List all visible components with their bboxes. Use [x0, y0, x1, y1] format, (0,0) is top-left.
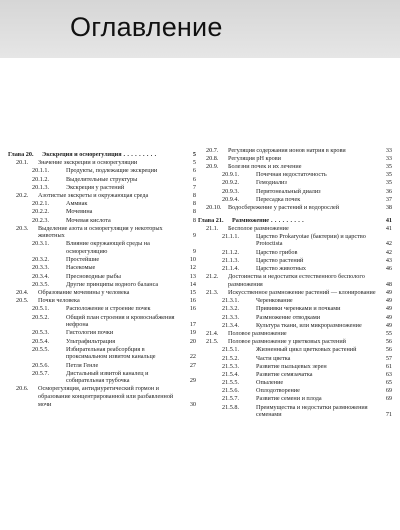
toc-entry [8, 240, 196, 255]
toc-entry-number: 21.1.3. [222, 256, 240, 264]
toc-entry-title: Петля Генле [66, 361, 99, 369]
toc-entry [8, 329, 196, 337]
toc-entry [198, 273, 392, 288]
toc-entry-page: 17 [189, 321, 196, 329]
toc-entry-title: Гемодиализ [256, 179, 287, 187]
toc-entry-title: Мочевина [66, 208, 93, 216]
toc-entry-number: 20.5.3. [32, 329, 50, 337]
toc-entry-title: Перитонеальный диализ [256, 187, 321, 195]
toc-entry-title: Выделительные структуры [66, 175, 138, 183]
toc-entry-page: 38 [385, 203, 392, 211]
toc-entry [198, 225, 392, 233]
toc-entry-number: 21.3.2. [222, 305, 240, 313]
toc-entry-title: Царство грибов [256, 248, 298, 256]
toc-entry [198, 346, 392, 354]
toc-entry-number: 20.5.1. [32, 305, 50, 313]
toc-entry-title: Пересадка почек [256, 195, 301, 203]
toc-entry-number: 20.4. [16, 289, 29, 296]
toc-entry-title: Размножение . . . [232, 217, 378, 225]
toc-entry-page: 48 [385, 280, 392, 288]
toc-entry-page: 8 [192, 216, 196, 224]
toc-entry-title: Экскреция у растений [66, 183, 125, 191]
toc-entry-title: Культура ткани, или микроразмножение [256, 321, 362, 329]
toc-entry [198, 297, 392, 305]
toc-entry-number: 20.5.4. [32, 337, 50, 345]
toc-entry-title: Влияние окружающей среды на осморегуляцию [66, 240, 150, 256]
toc-entry-page: 35 [385, 179, 392, 187]
toc-entry [8, 338, 196, 346]
toc-entry-page: 7 [192, 183, 196, 191]
toc-entry-number: Глава 21. [198, 216, 224, 224]
toc-entry [198, 196, 392, 204]
toc-entry-number: 20.2.2. [32, 208, 50, 216]
toc-entry [198, 265, 392, 273]
toc-entry-number: 20.5.6. [32, 361, 50, 369]
toc-entry [198, 387, 392, 395]
toc-entry-title: Царство животных [256, 265, 307, 273]
toc-entry-number: 21.5.1. [222, 346, 240, 354]
toc-entry-page: 19 [189, 329, 196, 337]
toc-right-column [198, 146, 392, 419]
toc-entry [8, 281, 196, 289]
toc-entry-page: 33 [385, 154, 392, 162]
toc-entry-number: 21.1.4. [222, 265, 240, 273]
toc-entry-number: 21.3. [206, 289, 219, 296]
toc-entry-number: 21.3.4. [222, 321, 240, 329]
toc-entry-number: 20.3.1. [32, 240, 50, 248]
toc-entry-number: 20.1. [16, 159, 29, 167]
toc-entry-title: Регуляция содержания ионов натрия в крови [228, 146, 346, 154]
toc-entry-number: 20.2.1. [32, 200, 50, 208]
toc-entry [8, 192, 196, 200]
toc-entry-title: Расположение и строение почек [66, 305, 151, 313]
toc-entry-title: Половое размножение [228, 329, 287, 337]
toc-entry-number: 21.5. [206, 338, 219, 346]
toc-entry-title: Опыление [256, 379, 284, 387]
toc-entry [8, 264, 196, 272]
toc-entry-title: Экскреция и осморегуляция . . . [42, 151, 182, 159]
toc-entry-title: Водосбережение у растений и водорослей [228, 203, 340, 211]
toc-entry [198, 249, 392, 257]
toc-entry [198, 314, 392, 322]
toc-entry-title: Гистология почки [66, 329, 114, 337]
toc-entry-title: Развитие пыльцевых зерен [256, 362, 327, 370]
toc-entry-page: 41 [385, 224, 392, 232]
toc-entry-number: 20.9. [206, 162, 219, 170]
toc-entry-page: 8 [192, 200, 196, 208]
toc-entry [198, 379, 392, 387]
toc-entry-number: 20.10. [206, 203, 222, 211]
toc-entry-title: Значение экскреции и осморегуляции [38, 159, 138, 167]
toc-entry-page: 49 [385, 321, 392, 329]
toc-entry-number: 21.5.2. [222, 354, 240, 362]
toc-entry [8, 314, 196, 329]
toc-entry-title: Осморегуляция, антидиуретический гормон и образование концентрированной или разбавленной мочи [38, 385, 174, 408]
toc-entry [198, 233, 392, 248]
toc-entry-number: 20.5.5. [32, 345, 50, 353]
toc-entry-page: 20 [189, 337, 196, 345]
toc-entry [198, 355, 392, 363]
toc-entry-title: Прививки черенками и почками [256, 305, 341, 313]
toc-entry-page: 69 [385, 387, 392, 395]
toc-entry [8, 305, 196, 313]
toc-entry-page: 6 [192, 167, 196, 175]
toc-entry-page: 65 [385, 379, 392, 387]
toc-entry-page: 8 [192, 191, 196, 199]
toc-entry-number: 20.3.5. [32, 280, 50, 288]
page-title: Оглавление [70, 12, 223, 42]
toc-entry-title: Пресноводные рыбы [66, 272, 121, 280]
toc-entry-number: 20.6. [16, 385, 29, 393]
toc-entry-number: 20.3.2. [32, 256, 50, 264]
toc-entry-number: 21.3.1. [222, 297, 240, 305]
toc-entry [8, 297, 196, 305]
toc-entry [8, 370, 196, 385]
toc-entry-number: 20.1.2. [32, 175, 50, 183]
toc-entry-title: Выделение азота и осморегуляция у некоторых животных [38, 224, 163, 240]
toc-left-column [8, 146, 196, 408]
toc-entry-page: 49 [385, 313, 392, 321]
toc-entry-title: Насекомые [66, 264, 96, 272]
toc-entry-number: 21.5.4. [222, 370, 240, 378]
toc-entry [8, 167, 196, 175]
toc-entry-page: 42 [385, 240, 392, 248]
toc-entry-number: 21.5.8. [222, 403, 240, 411]
toc-entry-page: 8 [192, 208, 196, 216]
toc-entry [198, 163, 392, 171]
toc-entry-title: Азотистые экскреты и окружающая среда [38, 191, 149, 199]
toc-entry [8, 225, 196, 240]
toc-entry-number: 20.3.3. [32, 264, 50, 272]
toc-entry-page: 61 [385, 362, 392, 370]
toc-entry-title: Царство Prokaryotae (бактерии) и царство Protoctista [256, 232, 366, 248]
toc-entry-title: Черенкование [256, 297, 293, 305]
toc-entry-page: 33 [385, 146, 392, 154]
toc-entry [8, 362, 196, 370]
toc-entry-page: 35 [385, 171, 392, 179]
toc-entry-page: 36 [385, 187, 392, 195]
toc-entry-page: 56 [385, 338, 392, 346]
toc-entry-title: Части цветка [256, 354, 291, 362]
toc-entry [8, 289, 196, 297]
toc-entry-page: 46 [385, 265, 392, 273]
toc-entry-title: Царство растений [256, 256, 304, 264]
toc-entry-page: 29 [189, 377, 196, 385]
toc-entry-title: Почечная недостаточность [256, 171, 327, 179]
toc-entry-page: 5 [192, 151, 196, 158]
toc-entry [198, 371, 392, 379]
toc-entry-title: Общий план строения и кровоснабжения нефрона [66, 313, 175, 329]
toc-entry-number: 20.3.4. [32, 272, 50, 280]
toc-entry [198, 179, 392, 187]
toc-entry [8, 256, 196, 264]
toc-entry-page: 13 [189, 272, 196, 280]
toc-entry-number: 21.5.7. [222, 395, 240, 403]
toc-entry [8, 200, 196, 208]
toc-entry [8, 159, 196, 167]
toc-entry-page: 42 [385, 248, 392, 256]
toc-entry-number: 21.4. [206, 329, 219, 337]
toc-entry-page: 12 [189, 264, 196, 272]
toc-entry-title: Бесполое размножение [228, 224, 289, 232]
toc-entry [8, 176, 196, 184]
toc-entry-page: 14 [189, 280, 196, 288]
toc-entry-title: Достоинства и недостатки естественного бесполого размножения [228, 273, 365, 288]
toc-entry-number: 21.1. [206, 224, 219, 232]
toc-entry-page: 16 [189, 297, 196, 305]
toc-entry [198, 204, 392, 212]
toc-entry [198, 257, 392, 265]
toc-entry-number: 20.5.2. [32, 313, 50, 321]
toc-entry [198, 404, 392, 419]
toc-entry-page: 10 [189, 256, 196, 264]
toc-entry-page: 71 [385, 411, 392, 419]
toc-entry-number: 21.5.6. [222, 387, 240, 395]
toc-entry-page: 49 [385, 297, 392, 305]
toc-entry [8, 385, 196, 408]
toc-entry-number: 21.2. [206, 273, 219, 281]
toc-entry-title: Продукты, подлежащие экскреции [66, 167, 158, 175]
toc-entry [198, 188, 392, 196]
toc-entry-number: 20.8. [206, 154, 219, 162]
toc-entry-page: 9 [192, 248, 196, 256]
toc-entry-page: 49 [385, 289, 392, 296]
toc-entry-title: Жизненный цикл цветковых растений [256, 346, 357, 354]
toc-entry-title: Мочевая кислота [66, 216, 111, 224]
toc-entry-number: 20.9.4. [222, 195, 240, 203]
toc-entry-page: 22 [189, 353, 196, 361]
toc-entry-page: 69 [385, 395, 392, 403]
toc-entry-title: Другие принципы водного баланса [66, 280, 159, 288]
toc-entry-title: Простейшие [66, 256, 100, 264]
toc-entry-number: 20.3. [16, 224, 29, 232]
toc-entry-page: 27 [189, 361, 196, 369]
toc-entry-page: 9 [192, 232, 196, 240]
toc-entry [198, 289, 392, 297]
toc-entry [198, 395, 392, 403]
toc-entry-title: Развитие семязачатка [256, 370, 313, 378]
toc-entry-page: 57 [385, 354, 392, 362]
toc-entry-number: 21.5.3. [222, 362, 240, 370]
toc-chapter-entry [198, 217, 392, 225]
toc-entry-title: Болезни почек и их лечение [228, 162, 302, 170]
toc-entry-title: Размножение отводками [256, 313, 321, 321]
toc-entry [198, 363, 392, 371]
toc-entry-title: Преимущества и недостатки размножения семенами [256, 403, 368, 419]
toc-entry-number: Глава 20. [8, 151, 34, 158]
toc-entry-title: Регуляция pH крови [228, 154, 281, 162]
toc-entry-number: 20.2.3. [32, 216, 50, 224]
toc-entry-page: 56 [385, 346, 392, 354]
toc-entry [198, 338, 392, 346]
toc-entry-number: 20.2. [16, 191, 29, 199]
toc-entry-title: Аммиак [66, 200, 88, 208]
toc-entry-title: Почки человека [38, 297, 80, 305]
toc-entry [198, 322, 392, 330]
toc-entry-title: Избирательная реабсорбция в проксимальном извитом канальце [66, 345, 156, 361]
toc-entry-page: 37 [385, 195, 392, 203]
toc-entry [8, 208, 196, 216]
toc-entry [198, 305, 392, 313]
toc-entry [198, 330, 392, 338]
toc-entry-page: 63 [385, 370, 392, 378]
toc-entry [198, 147, 392, 155]
toc-entry [8, 217, 196, 225]
toc-entry-page: 43 [385, 256, 392, 264]
toc-entry [198, 155, 392, 163]
toc-entry-page: 35 [385, 162, 392, 170]
toc-entry-page: 49 [385, 305, 392, 313]
toc-entry [198, 171, 392, 179]
toc-chapter-entry [8, 151, 196, 159]
toc-entry-title: Дистальный извитой каналец и собирательная трубочка [66, 369, 149, 385]
toc-entry-number: 20.5.7. [32, 369, 50, 377]
toc-entry-page: 15 [189, 289, 196, 296]
toc-entry-title: Искусственное размножение растений — клонирование [228, 289, 376, 296]
toc-entry-page: 6 [192, 175, 196, 183]
toc-entry-number: 21.1.2. [222, 248, 240, 256]
toc-entry-title: Половое размножение у цветковых растений [228, 338, 346, 346]
toc-entry [8, 273, 196, 281]
toc-entry-number: 20.9.3. [222, 187, 240, 195]
toc-entry [8, 346, 196, 361]
title-bar [0, 0, 400, 58]
toc-entry-number: 21.3.3. [222, 313, 240, 321]
toc-entry-number: 20.1.3. [32, 183, 50, 191]
toc-entry-number: 20.5. [16, 297, 29, 305]
toc-entry-title: Ультрафильтрация [66, 337, 116, 345]
toc-entry-number: 20.1.1. [32, 167, 50, 175]
toc-entry-title: Оплодотворение [256, 387, 300, 395]
toc-entry-page: 55 [385, 329, 392, 337]
toc-entry-page: 16 [189, 305, 196, 313]
toc-entry-title: Образование мочевины у человека [38, 289, 130, 296]
toc-entry-page: 30 [189, 400, 196, 408]
toc-entry-number: 21.5.5. [222, 379, 240, 387]
toc-entry-page: 41 [385, 216, 392, 224]
toc-entry-number: 20.9.1. [222, 171, 240, 179]
toc-entry-number: 20.9.2. [222, 179, 240, 187]
toc-entry-page: 5 [192, 159, 196, 167]
toc-entry-number: 21.1.1. [222, 232, 240, 240]
toc-entry [8, 184, 196, 192]
toc-entry-title: Развитие семени и плода [256, 395, 322, 403]
toc-entry-number: 20.7. [206, 146, 219, 154]
